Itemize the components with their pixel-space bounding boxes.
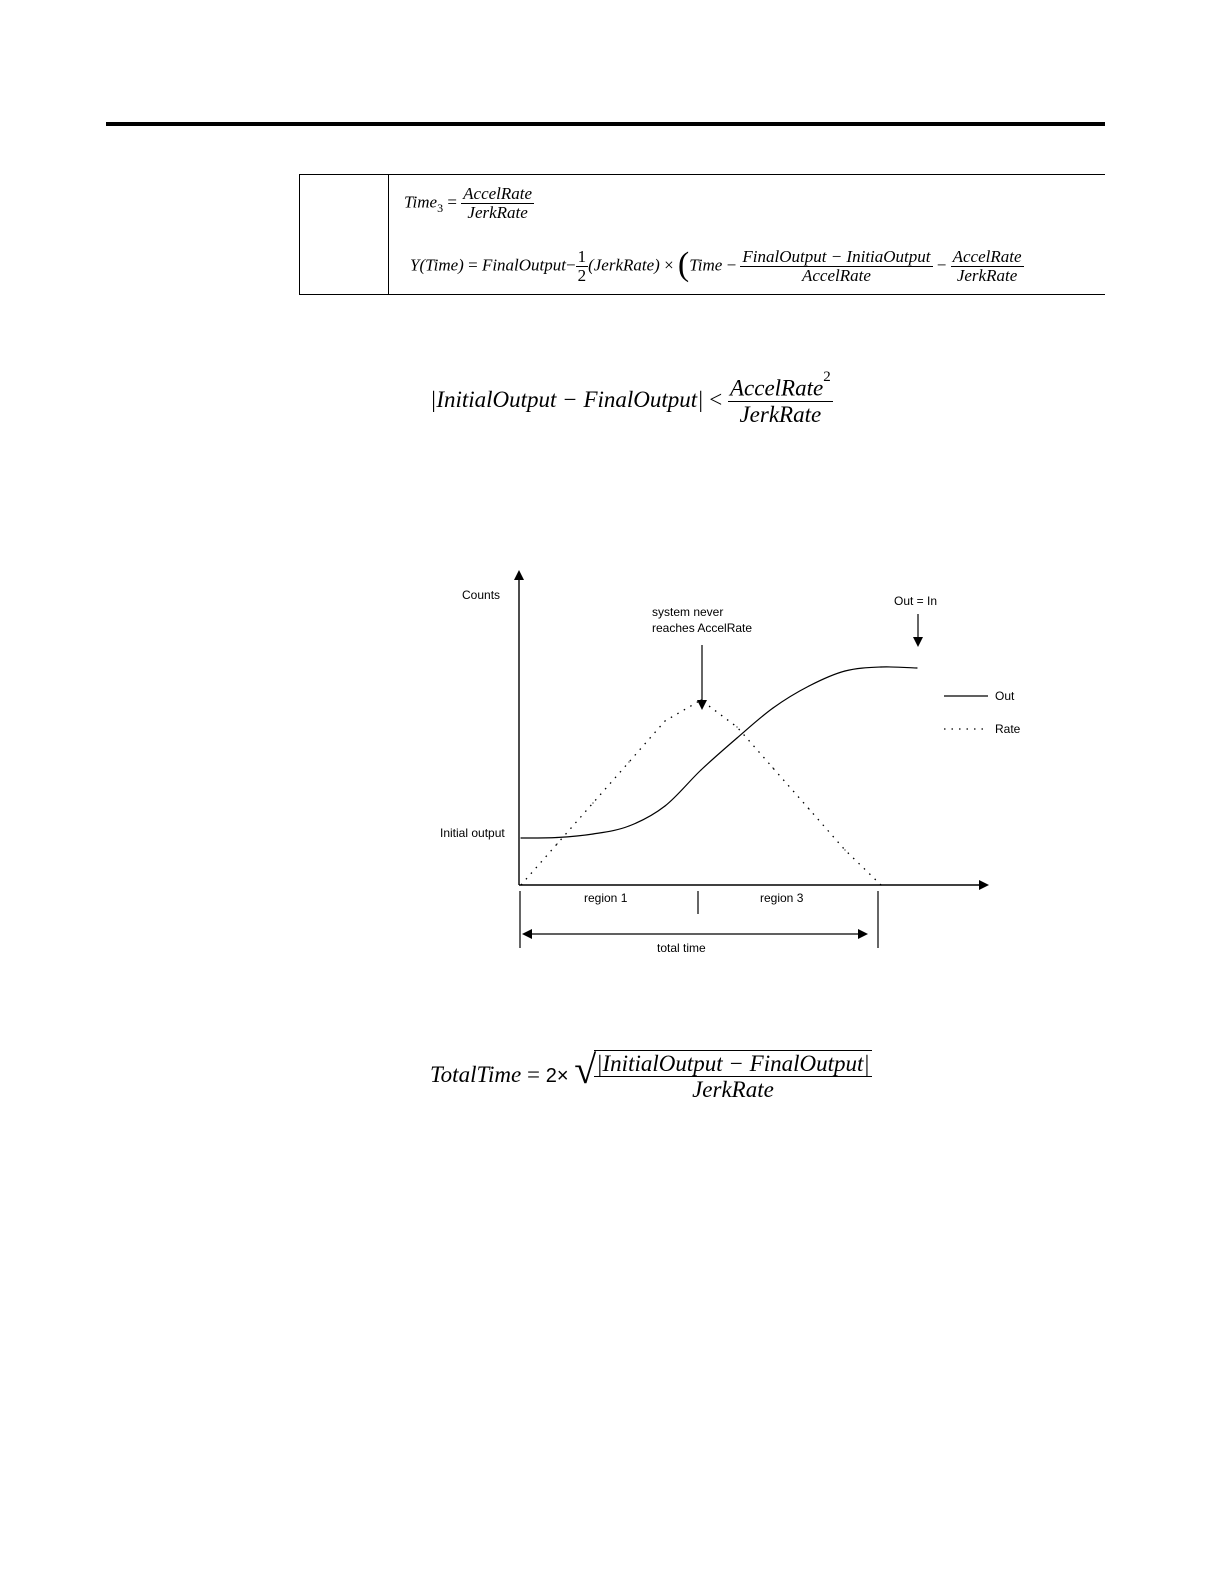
rate-point-2 bbox=[592, 802, 593, 803]
half-denominator: 2 bbox=[577, 265, 587, 285]
y-time-fraction-1-numerator: FinalOutput − InitiaOutput bbox=[742, 247, 931, 266]
out-point-4 bbox=[664, 805, 665, 806]
total-time-lhs: TotalTime bbox=[430, 1062, 522, 1088]
rate-point-7 bbox=[772, 767, 773, 768]
rate-point-9 bbox=[844, 849, 845, 850]
region-1-label: region 1 bbox=[584, 891, 628, 905]
rate-point-8 bbox=[808, 808, 809, 809]
rate-point-10 bbox=[880, 884, 881, 885]
total-time-label: total time bbox=[657, 941, 706, 955]
y-time-minus: − bbox=[566, 255, 576, 275]
total-time-sqrt bbox=[574, 1050, 871, 1104]
time3-subscript: 3 bbox=[437, 201, 444, 216]
rate-point-0 bbox=[520, 884, 521, 885]
out-point-1 bbox=[556, 837, 557, 838]
region-3-label: region 3 bbox=[760, 891, 804, 905]
time3-equals: = bbox=[447, 192, 457, 212]
total-time-times: × bbox=[556, 1065, 569, 1088]
annotation-peak-line-2: reaches AccelRate bbox=[652, 621, 753, 635]
out-point-2 bbox=[592, 833, 593, 834]
out-point-11 bbox=[916, 667, 917, 668]
y-time-jerk: (JerkRate) bbox=[588, 255, 660, 275]
y-time-fraction-1-denominator: AccelRate bbox=[802, 265, 871, 285]
time3-denominator: JerkRate bbox=[467, 202, 528, 222]
y-time-final-output: FinalOutput bbox=[481, 255, 566, 275]
sqrt-icon: √ bbox=[574, 1050, 597, 1092]
y-time-minus-3: − bbox=[936, 255, 947, 275]
annotation-out-in: Out = In bbox=[894, 594, 938, 608]
condition-operator: < bbox=[709, 386, 723, 412]
y-time-minus-2: − bbox=[726, 255, 737, 275]
total-time-factor: 2 bbox=[545, 1065, 557, 1088]
sqrt-body bbox=[594, 1050, 872, 1104]
y-time-open-paren: ( bbox=[677, 245, 690, 283]
y-time-fraction-2-numerator: AccelRate bbox=[952, 247, 1022, 266]
out-point-9 bbox=[844, 670, 845, 671]
out-point-7 bbox=[772, 707, 773, 708]
condition-denominator: JerkRate bbox=[739, 401, 822, 427]
total-time-equals: = bbox=[526, 1062, 540, 1088]
time3-lhs: Time bbox=[404, 192, 438, 212]
rate-point-4 bbox=[664, 720, 665, 721]
total-time-numerator: |InitialOutput − FinalOutput| bbox=[596, 1051, 870, 1076]
rate-point-1 bbox=[556, 843, 557, 844]
out-point-3 bbox=[628, 825, 629, 826]
y-time-lhs: Y(Time) bbox=[410, 255, 464, 275]
condition-lhs: |InitialOutput − FinalOutput| bbox=[430, 386, 704, 412]
condition-exponent: 2 bbox=[823, 369, 831, 385]
condition-numerator-text: AccelRate bbox=[729, 375, 824, 401]
out-point-0 bbox=[520, 837, 521, 838]
rate-point-6 bbox=[736, 726, 737, 727]
out-point-5 bbox=[700, 769, 701, 770]
series-rate-line bbox=[521, 700, 881, 885]
series-out-points bbox=[520, 666, 917, 838]
y-time-times: × bbox=[664, 255, 674, 275]
y-time-fraction-2-denominator: JerkRate bbox=[956, 265, 1018, 285]
initial-output-label: Initial output bbox=[440, 826, 505, 840]
y-axis-label: Counts bbox=[462, 588, 501, 602]
series-out-line bbox=[521, 667, 917, 838]
half-numerator: 1 bbox=[577, 247, 587, 266]
out-point-10 bbox=[880, 666, 881, 667]
time3-numerator: AccelRate bbox=[463, 184, 533, 203]
rate-point-3 bbox=[628, 761, 629, 762]
y-time-equals: = bbox=[468, 255, 478, 275]
legend-rate-label: Rate bbox=[995, 722, 1021, 736]
legend-out-label: Out bbox=[995, 689, 1015, 703]
total-time-denominator: JerkRate bbox=[692, 1077, 774, 1103]
series-rate-points bbox=[520, 699, 881, 885]
out-point-8 bbox=[808, 685, 809, 686]
out-point-6 bbox=[736, 737, 737, 738]
total-time-equation bbox=[430, 1050, 935, 1104]
y-time-time: Time bbox=[689, 255, 723, 275]
annotation-peak-line-1: system never bbox=[652, 605, 724, 619]
